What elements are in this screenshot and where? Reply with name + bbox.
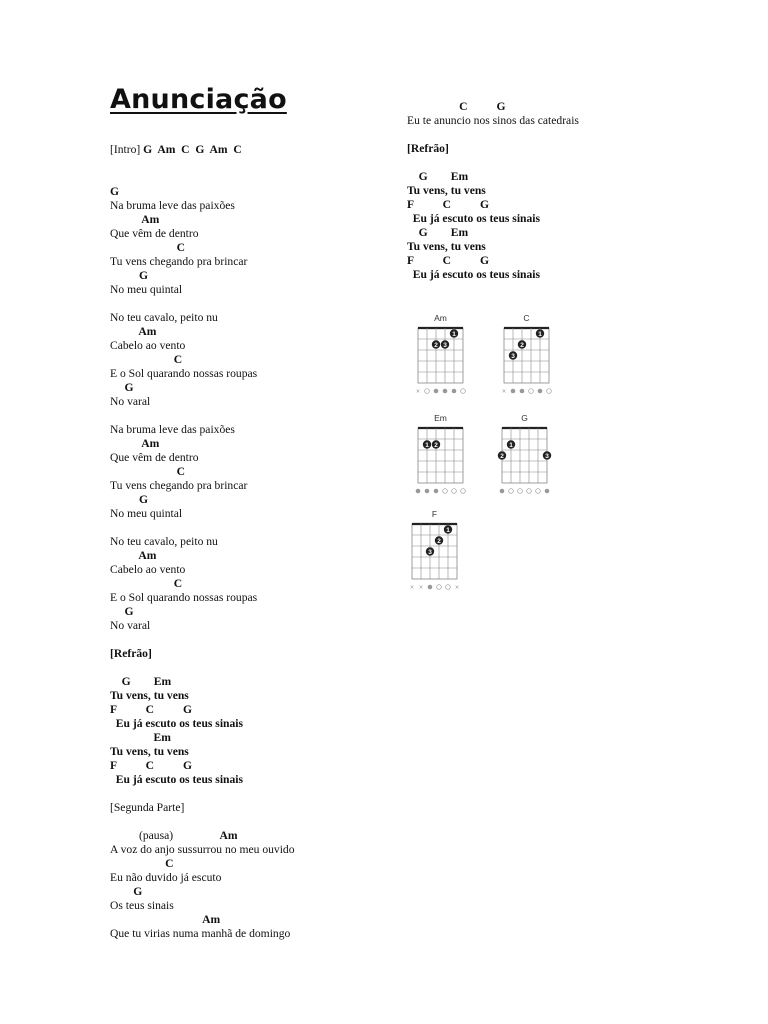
fretboard xyxy=(418,428,463,483)
finger-number: 1 xyxy=(452,331,456,339)
lyric-line: A voz do anjo sussurrou no meu ouvido xyxy=(110,843,295,856)
lyric-line: E o Sol quarando nossas roupas xyxy=(110,367,258,380)
root-string xyxy=(425,489,430,494)
chord-line: Tu vens, tu vens xyxy=(407,184,486,197)
chord-name: Em xyxy=(434,413,447,423)
muted-string: × xyxy=(501,388,507,394)
open-string xyxy=(527,489,532,494)
root-string xyxy=(511,389,516,394)
lyric-line: No varal xyxy=(110,619,151,632)
blank-line xyxy=(110,297,410,311)
blank-line xyxy=(110,815,410,829)
muted-string: × xyxy=(418,584,424,592)
root-string xyxy=(443,389,448,394)
chord-line: [Refrão] xyxy=(407,142,449,155)
finger-number: 2 xyxy=(437,538,441,546)
chord-line: Tu vens, tu vens xyxy=(110,745,189,758)
chord-line: Eu já escuto os teus sinais xyxy=(110,717,244,730)
finger-number: 3 xyxy=(443,342,447,350)
lyric-line: Tu vens chegando pra brincar xyxy=(110,479,248,492)
blank-line xyxy=(110,787,410,801)
chord-line: G xyxy=(110,493,149,506)
blank-line xyxy=(110,171,410,185)
finger-number: 1 xyxy=(509,442,513,450)
open-string xyxy=(529,389,534,394)
chord-line: Am xyxy=(110,437,160,450)
chord-line: Am xyxy=(110,325,157,338)
chord-line: G xyxy=(110,885,143,898)
finger-number: 2 xyxy=(434,442,438,450)
lyric-line: Na bruma leve das paixões xyxy=(110,423,235,436)
lyric-line: Que tu virias numa manhã de domingo xyxy=(110,927,291,940)
chord-name: F xyxy=(431,509,438,519)
root-string xyxy=(452,389,457,394)
open-string xyxy=(443,489,448,494)
blank-line xyxy=(110,157,410,171)
finger-number: 1 xyxy=(538,331,542,339)
chord-line: C xyxy=(110,577,183,590)
chord-line: Eu já escuto os teus sinais xyxy=(110,773,244,786)
blank-line xyxy=(110,409,410,423)
chord-name: C xyxy=(523,313,530,323)
root-string xyxy=(520,389,525,394)
finger-number: 1 xyxy=(446,527,450,535)
chord-line: G Em xyxy=(110,675,172,688)
open-string xyxy=(425,389,430,394)
lyric-line: No meu quintal xyxy=(110,507,183,520)
blank-line xyxy=(110,521,410,535)
open-string xyxy=(518,489,523,494)
fretboard xyxy=(502,428,547,483)
blank-line xyxy=(110,661,410,675)
chord-diagram-em xyxy=(410,410,470,505)
open-string xyxy=(461,389,466,394)
root-string xyxy=(416,489,421,494)
chord-line: F C G xyxy=(407,198,490,211)
lyric-line: Que vêm de dentro xyxy=(110,451,199,464)
open-string xyxy=(452,489,457,494)
lyric-line: Cabelo ao vento xyxy=(110,563,186,576)
lyric-line: Na bruma leve das paixões xyxy=(110,199,235,212)
chord-line: C xyxy=(110,465,186,478)
chord-line: Am xyxy=(110,913,221,926)
muted-string: × xyxy=(454,584,460,592)
chord-line: G Em xyxy=(407,226,469,239)
muted-string: × xyxy=(409,584,415,592)
chord-line: Am xyxy=(110,213,160,226)
finger-number: 2 xyxy=(520,342,524,350)
song-title: Anunciação xyxy=(110,84,287,115)
lyric-line: Os teus sinais xyxy=(110,899,174,912)
chord-line: Eu já escuto os teus sinais xyxy=(407,268,541,281)
chord-line: G Em xyxy=(407,170,469,183)
muted-string: × xyxy=(415,388,421,394)
finger-number: 2 xyxy=(434,342,438,350)
chord-line: [Refrão] xyxy=(110,647,152,660)
chord-line: C xyxy=(110,241,186,254)
lyric-line: E o Sol quarando nossas roupas xyxy=(110,591,258,604)
lyric-line: No meu quintal xyxy=(110,283,183,296)
chord-sequence: Am xyxy=(219,829,238,842)
lyric-line: Que vêm de dentro xyxy=(110,227,199,240)
finger-number: 3 xyxy=(511,353,515,361)
open-string xyxy=(446,585,451,590)
finger-number: 3 xyxy=(545,453,549,461)
chord-line: Em xyxy=(110,731,171,744)
finger-number: 1 xyxy=(425,442,429,450)
blank-line xyxy=(407,128,707,142)
chord-line: C xyxy=(110,857,174,870)
lyric-line: No teu cavalo, peito nu xyxy=(110,311,218,324)
chord-line: G xyxy=(110,185,120,198)
chord-line: F C G xyxy=(110,703,193,716)
blank-line xyxy=(407,156,707,170)
finger-number: 3 xyxy=(428,549,432,557)
chord-line: G xyxy=(110,381,134,394)
finger-number: 2 xyxy=(500,453,504,461)
open-string xyxy=(547,389,552,394)
chord-line: Eu já escuto os teus sinais xyxy=(407,212,541,225)
lyric-line: No teu cavalo, peito nu xyxy=(110,535,218,548)
lyric-line: [Intro] G Am C G Am C xyxy=(110,143,242,156)
lyric-line: (pausa) Am xyxy=(110,829,238,842)
root-string xyxy=(434,489,439,494)
chord-sequence: G Am C G Am C xyxy=(143,143,242,156)
lyric-line: Eu não duvido já escuto xyxy=(110,871,222,884)
left-column xyxy=(110,143,410,941)
lyric-line: Cabelo ao vento xyxy=(110,339,186,352)
lyric-line: Tu vens chegando pra brincar xyxy=(110,255,248,268)
lyric-line: Eu te anuncio nos sinos das catedrais xyxy=(407,114,579,127)
root-string xyxy=(500,489,505,494)
open-string xyxy=(509,489,514,494)
chord-line: Am xyxy=(110,549,157,562)
blank-line xyxy=(110,633,410,647)
open-string xyxy=(461,489,466,494)
root-string xyxy=(545,489,550,494)
lyric-line: No varal xyxy=(110,395,151,408)
chord-name: G xyxy=(521,413,528,423)
open-string xyxy=(437,585,442,590)
chord-line: G xyxy=(110,269,149,282)
root-string xyxy=(434,389,439,394)
chord-diagram-g xyxy=(494,410,558,505)
chord-line: Tu vens, tu vens xyxy=(110,689,189,702)
chord-diagram-am xyxy=(410,310,470,399)
chord-line: C G xyxy=(407,100,506,113)
chord-line: F C G xyxy=(407,254,490,267)
open-string xyxy=(536,489,541,494)
root-string xyxy=(538,389,543,394)
right-column xyxy=(407,100,707,282)
chord-line: Tu vens, tu vens xyxy=(407,240,486,253)
lyric-line: [Segunda Parte] xyxy=(110,801,185,814)
root-string xyxy=(428,585,433,590)
chord-diagram-c xyxy=(496,310,556,399)
chord-name: Am xyxy=(434,313,447,323)
chord-line: F C G xyxy=(110,759,193,772)
chord-line: G xyxy=(110,605,134,618)
chord-line: C xyxy=(110,353,183,366)
chord-diagram-f xyxy=(404,506,468,601)
